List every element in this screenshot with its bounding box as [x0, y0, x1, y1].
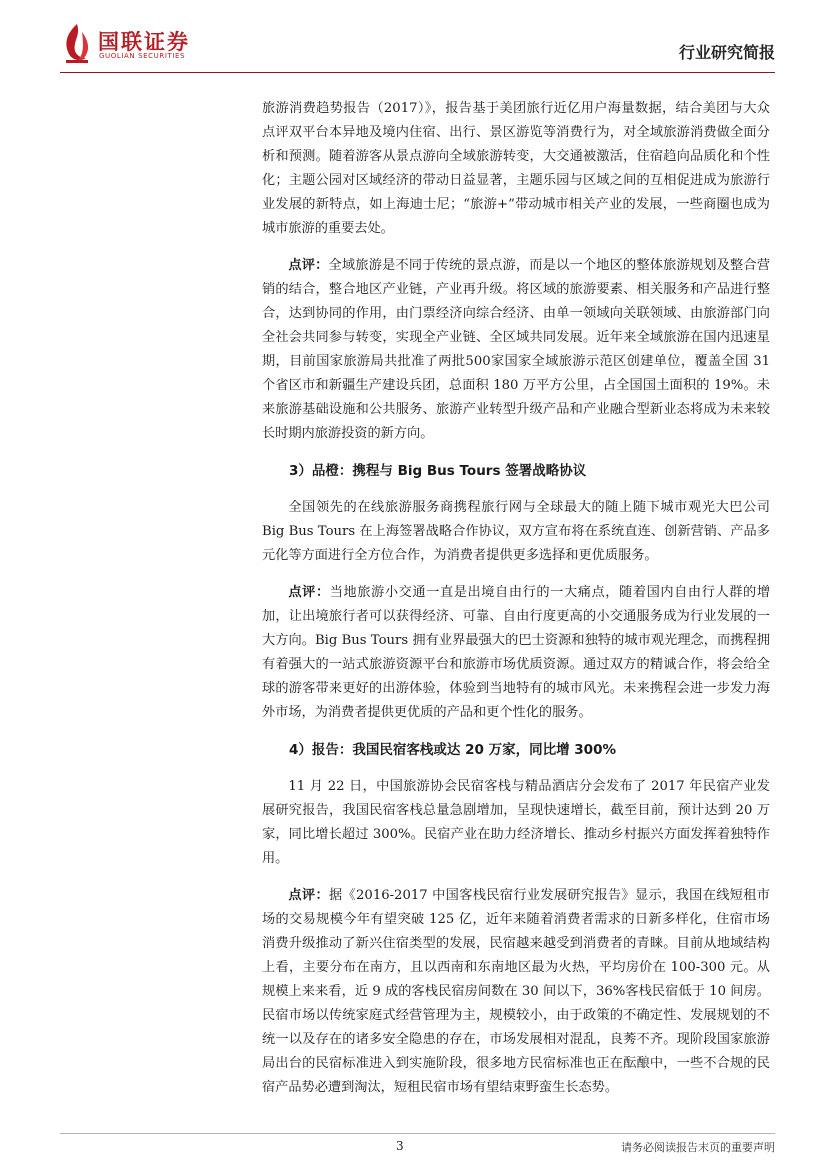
page-number: 3 — [396, 1139, 404, 1153]
main-content — [262, 97, 770, 1113]
comment-label: 点评： — [288, 585, 330, 600]
header-divider — [60, 72, 775, 73]
paragraph-ctrip-bigbus: 全国领先的在线旅游服务商携程旅行网与全球最大的随上随下城市观光大巴公司 Big Bus Tours 在上海签署战略合作协议，双方宣布将在系统直连、创新营销、产品多元化等方面进行全方位合作，为消费者提供更多选择和更优质服务。 — [262, 500, 770, 563]
comment-text: 据《2016-2017 中国客栈民宿行业发展研究报告》显示，我国在线短租市场的交易规模今年有望突破 125 亿，近年来随着消费者需求的日新多样化，住宿市场消费升级推动了新兴住宿类型的发展，民宿越来越受到消费者的青睐。目前从地域结构上看，主要分布在南方，且以西南和东南地区最为火热，平均房价在 100-300 元。从规模上来来看，近 9 成的客栈民宿房间数在 30 间以下，36%客栈民宿低于 10 间房。民宿市场以传统家庭式经营管理为主，规模较小，由于政策的不确定性、发展规划的不统一以及存在的诸多安全隐患的存在，市场发展相对混乱，良莠不齐。现阶段国家旅游局出台的民宿标准进入到实施阶段，很多地方民宿标准也正在酝酿中，一些不合规的民宿产品势必遭到淘汰，短租民宿市场有望结束野蛮生长态势。 — [262, 888, 770, 1095]
paragraph-homestay-report: 11 月 22 日，中国旅游协会民宿客栈与精品酒店分会发布了 2017 年民宿产业发展研究报告，我国民宿客栈总量急剧增加，呈现快速增长，截至目前，预计达到 20 万家，同比增长超过 300%。民宿产业在助力经济增长、推动乡村振兴方面发挥着独特作用。 — [262, 779, 770, 866]
report-type-label: 行业研究简报 — [678, 43, 775, 62]
section-heading-homestay-report: 4）报告：我国民宿客栈或达 20 万家，同比增 300% — [289, 742, 616, 758]
comment-text: 当地旅游小交通一直是出境自由行的一大痛点，随着国内自由行人群的增加，让出境旅行者可以获得经济、可靠、自由行度更高的小交通服务成为行业发展的一大方向。Big Bus Tours 拥有业界最强大的巴士资源和独特的城市观光理念，而携程拥有着强大的一站式旅游资源平台和旅游市场优质资源。通过双方的精诚合作，将会给全球的游客带来更好的出游体验，体验到当地特有的城市风光。未来携程会进一步发力海外市场，为消费者提供更优质的产品和更个性化的服务。 — [262, 585, 771, 720]
guolian-flame-icon — [60, 22, 94, 64]
comment-label: 点评： — [288, 888, 329, 903]
section-heading-ctrip-bigbus: 3）品橙：携程与 Big Bus Tours 签署战略协议 — [289, 463, 587, 479]
footer-disclaimer: 请务必阅读报告末页的重要声明 — [621, 1141, 775, 1154]
page-header — [60, 22, 775, 70]
footer-divider — [60, 1133, 775, 1134]
comment-text: 全域旅游是不同于传统的景点游，而是以一个地区的整体旅游规划及整合营销的结合，整合地区产业链，产业再升级。将区域的旅游要素、相关服务和产品进行整合，达到协同的作用，由门票经济向综合经济、由单一领域向关联领域、由旅游部门向全社会共同参与转变，实现全产业链、全区域共同发展。近年来全域旅游在国内迅速星期，目前国家旅游局共批准了两批500家国家全域旅游示范区创建单位，覆盖全国 31 个省区市和新疆生产建设兵团，总面积 180 万平方公里，占全国国土面积的 19%。未来旅游基础设施和公共服务、旅游产业转型升级产品和产业融合型新业态将成为未来较长时期内旅游投资的新方向。 — [262, 258, 771, 441]
comment-label: 点评： — [288, 258, 329, 273]
logo-english-text: GUOLIAN SECURITIES — [99, 52, 186, 60]
paragraph-comment-all-region-tourism — [262, 254, 770, 446]
logo-chinese-text: 国联证券 — [98, 30, 190, 54]
paragraph-intro-trend-report: 旅游消费趋势报告（2017）》，报告基于美团旅行近亿用户海量数据，结合美团与大众点评双平台本异地及境内住宿、出行、景区游览等消费行为，对全域旅游消费做全面分析和预测。随着游客从景点游向全域旅游转变，大交通被激活，住宿趋向品质化和个性化；主题公园对区域经济的带动日益显著，主题乐园与区域之间的互相促进成为旅游行业发展的新特点，如上海迪士尼；“旅游+”带动城市相关产业的发展，一些商圈也成为城市旅游的重要去处。 — [262, 101, 770, 236]
paragraph-comment-local-transport — [262, 581, 770, 725]
paragraph-comment-homestay-market — [262, 884, 770, 1100]
